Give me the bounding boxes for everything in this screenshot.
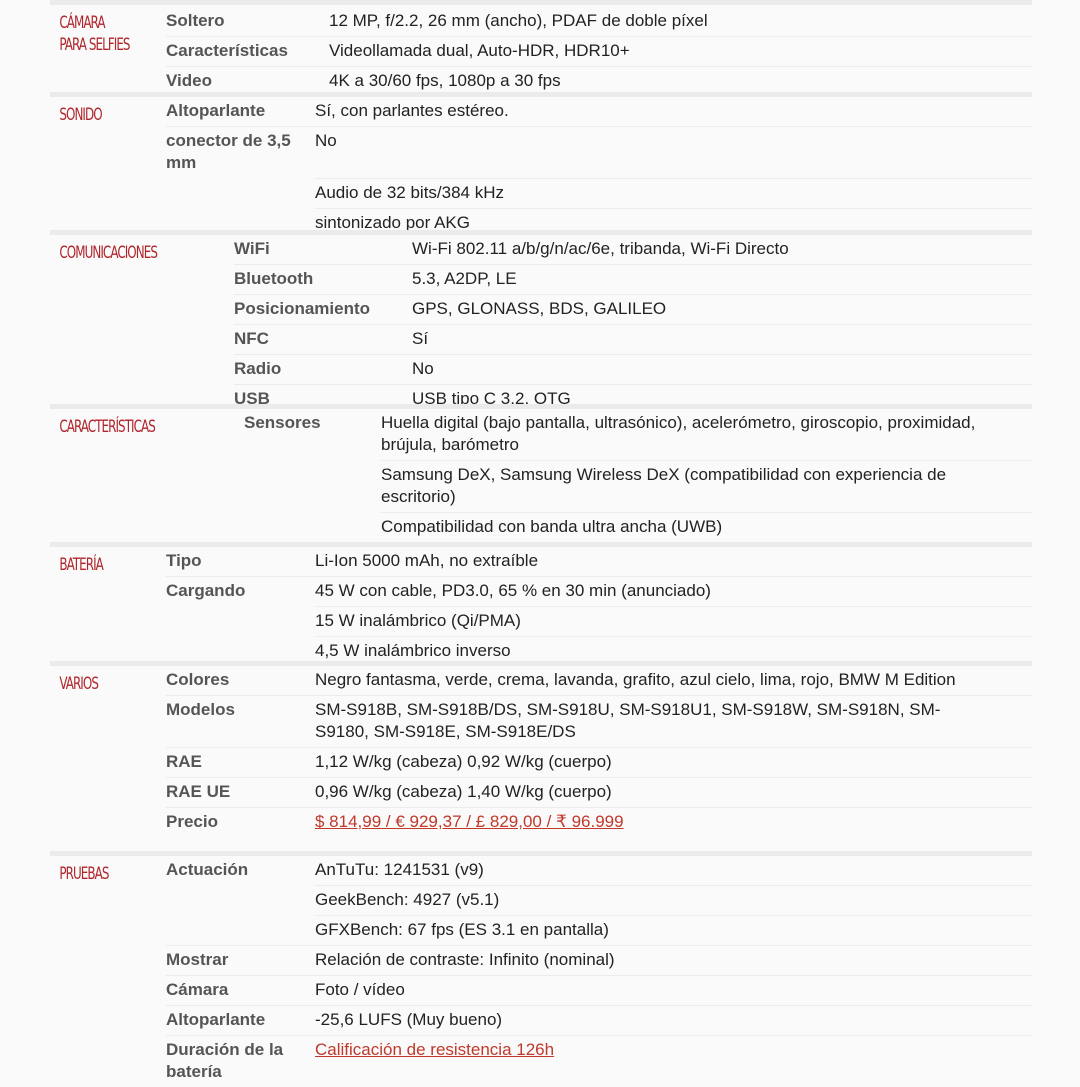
spec-value: Sí, con parlantes estéreo. <box>315 97 1032 127</box>
spec-value: Relación de contraste: Infinito (nominal) <box>315 946 1032 976</box>
spec-value: Videollamada dual, Auto-HDR, HDR10+ <box>329 37 1032 67</box>
section-title: BATERÍA <box>50 547 140 666</box>
spec-label-empty <box>166 607 315 637</box>
battery-test-cell <box>315 1036 1032 1087</box>
spec-section-sound <box>50 92 1032 238</box>
spec-value: 4,5 W inalámbrico inverso <box>315 637 1032 667</box>
spec-section-tests <box>50 851 1032 1087</box>
spec-label: Sensores <box>232 409 381 461</box>
spec-value: 5.3, A2DP, LE <box>412 265 1032 295</box>
spec-label: Video <box>166 67 329 97</box>
spec-label-empty <box>166 886 315 916</box>
spec-label: conector de 3,5 mm <box>166 127 315 179</box>
spec-section-battery <box>50 542 1032 666</box>
section-title: VARIOS <box>50 666 140 837</box>
spec-label: USB <box>234 385 412 415</box>
section-title: CARACTERÍSTICAS <box>50 409 192 542</box>
spec-section-misc <box>50 661 1032 837</box>
spec-value: 45 W con cable, PD3.0, 65 % en 30 min (anunciado) <box>315 577 1032 607</box>
spec-value: Li-Ion 5000 mAh, no extraíble <box>315 547 1032 577</box>
spec-value: -25,6 LUFS (Muy bueno) <box>315 1006 1032 1036</box>
spec-label: RAE <box>166 748 315 778</box>
spec-value: 4K a 30/60 fps, 1080p a 30 fps <box>329 67 1032 97</box>
spec-label-empty <box>232 461 381 513</box>
spec-value: 1,12 W/kg (cabeza) 0,92 W/kg (cuerpo) <box>315 748 1032 778</box>
spec-label: Altoparlante <box>166 1006 315 1036</box>
spec-label: Radio <box>234 355 412 385</box>
spec-value: GPS, GLONASS, BDS, GALILEO <box>412 295 1032 325</box>
spec-label-empty <box>166 178 315 208</box>
spec-label: RAE UE <box>166 778 315 808</box>
spec-value: USB tipo C 3.2, OTG <box>412 385 1032 415</box>
spec-value: 12 MP, f/2.2, 26 mm (ancho), PDAF de doble píxel <box>329 5 1032 37</box>
section-title: PRUEBAS <box>50 856 140 1087</box>
spec-value: Sí <box>412 325 1032 355</box>
section-title: COMUNICACIONES <box>50 235 194 414</box>
spec-label: WiFi <box>234 235 412 265</box>
spec-label: Duración de la batería <box>166 1036 315 1087</box>
spec-value: 15 W inalámbrico (Qi/PMA) <box>315 607 1032 637</box>
spec-label: Mostrar <box>166 946 315 976</box>
spec-value: Audio de 32 bits/384 kHz <box>315 178 1032 208</box>
spec-value: AnTuTu: 1241531 (v9) <box>315 856 1032 886</box>
spec-label: Posicionamiento <box>234 295 412 325</box>
section-title <box>50 5 140 96</box>
spec-label: Soltero <box>166 5 329 37</box>
spec-value: SM-S918B, SM-S918B/DS, SM-S918U, SM-S918U1, SM-S918W, SM-S918N, SM-S9180, SM-S918E, SM-S918E/DS <box>315 696 1032 748</box>
spec-label-empty <box>232 513 381 543</box>
spec-value: 0,96 W/kg (cabeza) 1,40 W/kg (cuerpo) <box>315 778 1032 808</box>
battery-endurance-link[interactable]: Calificación de resistencia 126h <box>315 1040 554 1059</box>
spec-value: sintonizado por AKG <box>315 208 1032 238</box>
spec-label-empty <box>166 916 315 946</box>
spec-label: NFC <box>234 325 412 355</box>
price-link[interactable]: $ 814,99 / € 929,37 / £ 829,00 / ₹ 96.999 <box>315 812 624 831</box>
section-title: SONIDO <box>50 97 140 238</box>
spec-label: Precio <box>166 808 315 838</box>
spec-label: Tipo <box>166 547 315 577</box>
spec-value: No <box>412 355 1032 385</box>
spec-label: Bluetooth <box>234 265 412 295</box>
spec-label: Colores <box>166 666 315 696</box>
spec-label: Altoparlante <box>166 97 315 127</box>
spec-value: Foto / vídeo <box>315 976 1032 1006</box>
spec-label: Cargando <box>166 577 315 607</box>
section-title-text: CÁMARA PARA SELFIES <box>59 12 129 56</box>
spec-value: Samsung DeX, Samsung Wireless DeX (compatibilidad con experiencia de escritorio) <box>381 461 1032 513</box>
spec-label: Modelos <box>166 696 315 748</box>
spec-section-communications <box>50 230 1032 414</box>
spec-value: Huella digital (bajo pantalla, ultrasónico), acelerómetro, giroscopio, proximidad, brújula, barómetro <box>381 409 1032 461</box>
spec-value: Negro fantasma, verde, crema, lavanda, grafito, azul cielo, lima, rojo, BMW M Edition <box>315 666 1032 696</box>
spec-section-features <box>50 404 1032 542</box>
spec-label: Características <box>166 37 329 67</box>
spec-value: Compatibilidad con banda ultra ancha (UWB) <box>381 513 1032 543</box>
spec-value: GFXBench: 67 fps (ES 3.1 en pantalla) <box>315 916 1032 946</box>
spec-value: No <box>315 127 1032 179</box>
spec-value: GeekBench: 4927 (v5.1) <box>315 886 1032 916</box>
spec-label: Cámara <box>166 976 315 1006</box>
spec-label: Actuación <box>166 856 315 886</box>
price-cell <box>315 808 1032 838</box>
spec-value: Wi-Fi 802.11 a/b/g/n/ac/6e, tribanda, Wi-Fi Directo <box>412 235 1032 265</box>
spec-section-selfie-camera <box>50 0 1032 96</box>
